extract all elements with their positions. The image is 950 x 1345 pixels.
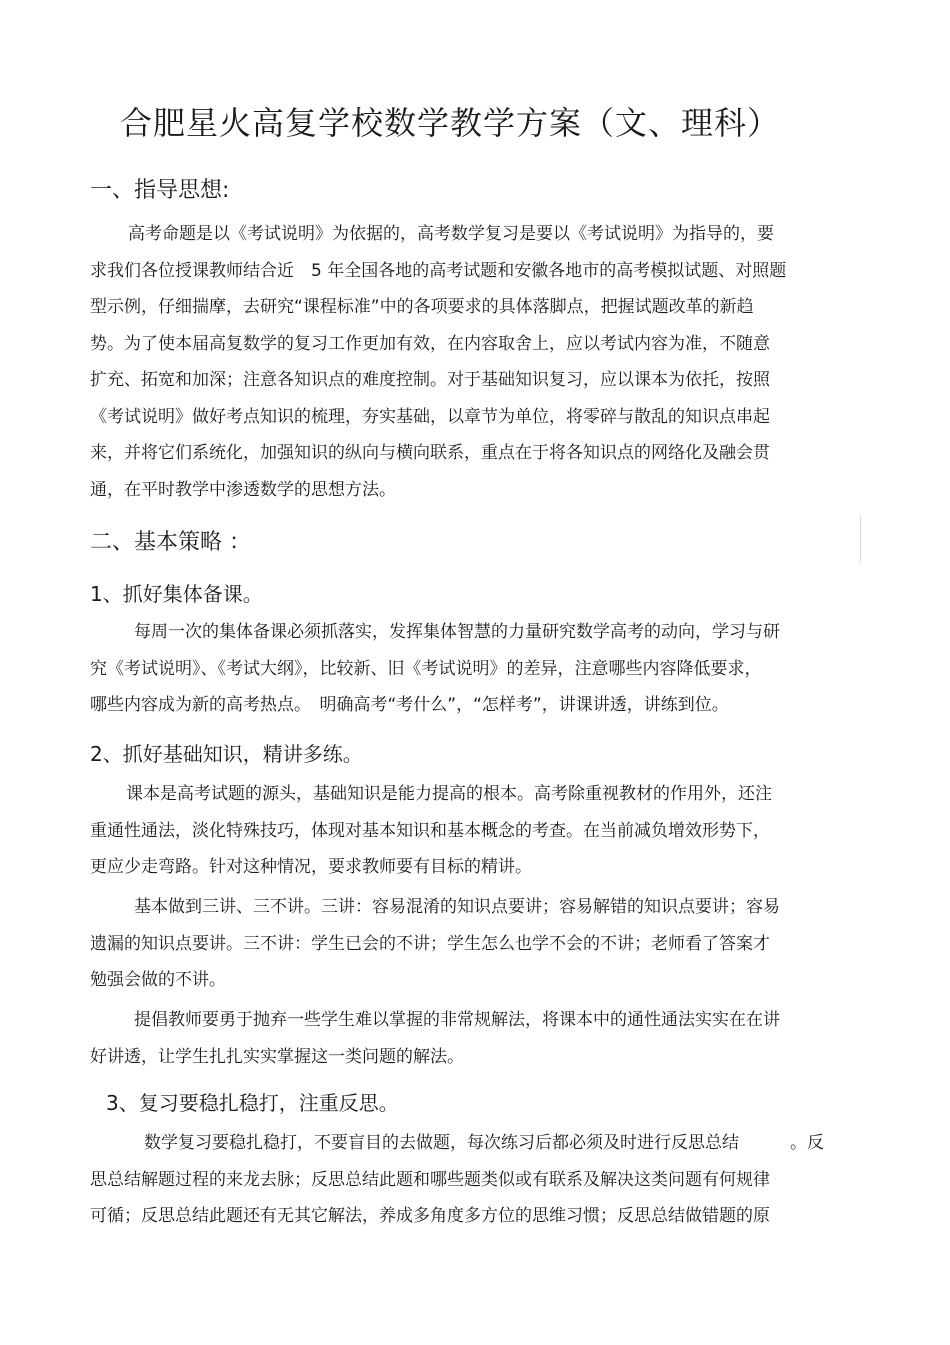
- paragraph-line: 遗漏的知识点要讲。三不讲：学生已会的不讲；学生怎么也学不会的不讲；老师看了答案才: [90, 933, 770, 954]
- paragraph-line: 可循；反思总结此题还有无其它解法，养成多角度多方位的思维习惯；反思总结做错题的原: [90, 1206, 770, 1226]
- paragraph-line: 扩充、拓宽和加深；注意各知识点的难度控制。对于基础知识复习，应以课本为依托，按照: [90, 370, 770, 390]
- subheading-steady-review: 3、复习要稳扎稳打，注重反思。: [106, 1091, 399, 1115]
- collective-lesson-prep-paragraph: [90, 614, 865, 724]
- paragraph-line: 哪些内容成为新的高考热点。 明确高考“考什么”，“怎样考”，讲课讲透，讲练到位。: [90, 695, 729, 715]
- subheading-collective-lesson-prep: 1、抓好集体备课。: [90, 582, 263, 606]
- basic-knowledge-paragraph-3: [90, 1002, 865, 1075]
- paragraph-line: 来，并将它们系统化，加强知识的纵向与横向联系，重点在于将各知识点的网络化及融会贯: [90, 443, 770, 463]
- margin-rule: [860, 515, 861, 563]
- paragraph-line: 提倡教师要勇于抛弃一些学生难以掌握的非常规解法，将课本中的通性通法实实在在讲: [134, 1010, 780, 1030]
- paragraph-line: 势。为了使本届高复数学的复习工作更加有效，在内容取舍上，应以考试内容为准，不随意: [90, 333, 770, 354]
- basic-knowledge-paragraph-1: [90, 776, 865, 886]
- basic-knowledge-paragraph-2: [90, 889, 865, 999]
- paragraph-line: 求我们各位授课教师结合近 5 年全国各地的高考试题和安徽各地市的高考模拟试题、对照题: [90, 260, 787, 281]
- paragraph-line: 数学复习要稳扎稳打，不要盲目的去做题，每次练习后都必须及时进行反思总结 。反: [144, 1133, 824, 1153]
- paragraph-line: 课本是高考试题的源头，基础知识是能力提高的根本。高考除重视教材的作用外，还注: [126, 784, 772, 804]
- paragraph-line: 更应少走弯路。针对这种情况，要求教师要有目标的精讲。: [90, 857, 532, 877]
- paragraph-line: 好讲透，让学生扎扎实实掌握这一类问题的解法。: [90, 1046, 464, 1067]
- paragraph-line: 型示例，仔细揣摩，去研究“课程标准”中的各项要求的具体落脚点，把握试题改革的新趋: [90, 297, 754, 317]
- paragraph-line: 基本做到三讲、三不讲。三讲：容易混淆的知识点要讲；容易解错的知识点要讲；容易: [134, 897, 780, 917]
- page-title: 合肥星火高复学校数学教学方案（文、理科）: [120, 104, 781, 142]
- paragraph-line: 思总结解题过程的来龙去脉；反思总结此题和哪些题类似或有联系及解决这类问题有何规律: [90, 1169, 770, 1190]
- subheading-basic-knowledge: 2、抓好基础知识，精讲多练。: [90, 742, 363, 766]
- paragraph-line: 重通性通法，淡化特殊技巧，体现对基本知识和基本概念的考查。在当前减负增效形势下，: [90, 820, 770, 841]
- paragraph-line: 《考试说明》做好考点知识的梳理，夯实基础，以章节为单位，将零碎与散乱的知识点串起: [90, 406, 770, 427]
- paragraph-line: 勉强会做的不讲。: [90, 970, 226, 990]
- section-heading-basic-strategy: 二、基本策略 ：: [90, 530, 251, 555]
- steady-review-paragraph: [90, 1125, 865, 1235]
- guiding-ideology-paragraph: [90, 216, 865, 508]
- section-heading-guiding-ideology: 一、指导思想:: [90, 178, 230, 203]
- paragraph-line: 每周一次的集体备课必须抓落实，发挥集体智慧的力量研究数学高考的动向，学习与研: [134, 622, 780, 642]
- paragraph-line: 究《考试说明》、《考试大纲》，比较新、旧《考试说明》的差异，注意哪些内容降低要求，: [90, 658, 762, 679]
- paragraph-line: 高考命题是以《考试说明》为依据的，高考数学复习是要以《考试说明》为指导的，要: [128, 224, 774, 244]
- paragraph-line: 通，在平时教学中渗透数学的思想方法。: [90, 479, 396, 500]
